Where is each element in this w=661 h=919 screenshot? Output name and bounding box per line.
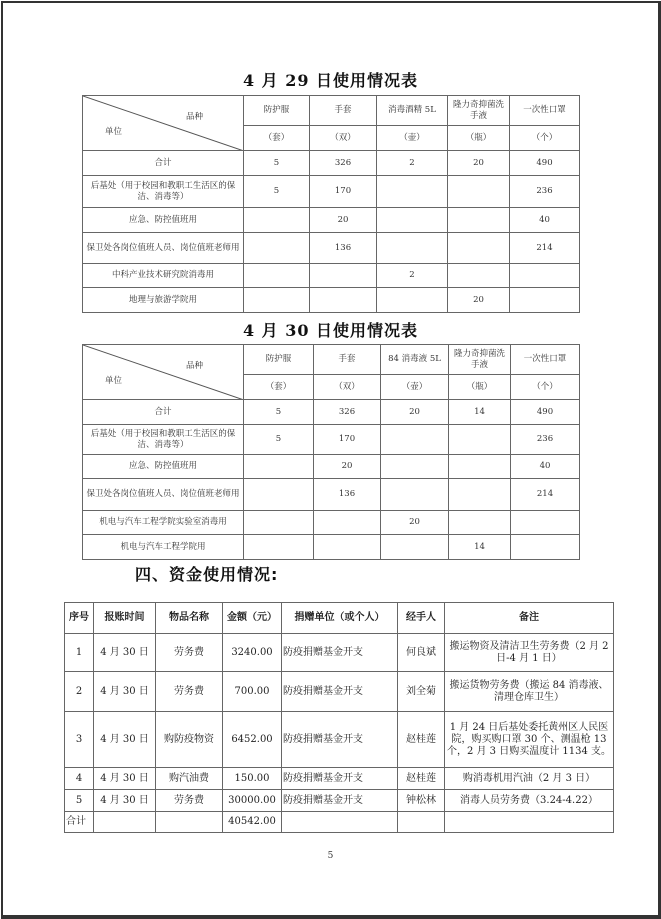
date-cell: 4 月 30 日 bbox=[94, 672, 156, 712]
column-header: 备注 bbox=[445, 603, 614, 634]
cell bbox=[381, 479, 449, 511]
row-number: 1 bbox=[65, 634, 94, 672]
table-row bbox=[83, 176, 580, 208]
table-row bbox=[83, 455, 580, 479]
column-header: 防护服 bbox=[244, 96, 310, 126]
date-cell: 4 月 30 日 bbox=[94, 634, 156, 672]
amount-cell: 700.00 bbox=[223, 672, 282, 712]
column-header: 一次性口罩 bbox=[510, 96, 580, 126]
cell: 214 bbox=[511, 479, 580, 511]
cell bbox=[448, 208, 510, 233]
empty-cell bbox=[398, 812, 445, 833]
corner-header bbox=[83, 345, 244, 400]
table-row bbox=[83, 425, 580, 455]
unit-cell: （壶） bbox=[377, 126, 448, 151]
cell: 5 bbox=[244, 425, 314, 455]
row-number: 3 bbox=[65, 712, 94, 768]
cell bbox=[511, 511, 580, 535]
unit-cell: （套） bbox=[244, 375, 314, 400]
page-number: 5 bbox=[327, 851, 334, 861]
cell bbox=[449, 511, 511, 535]
column-header: 手套 bbox=[314, 345, 381, 375]
unit-cell: （双） bbox=[310, 126, 377, 151]
cell bbox=[510, 264, 580, 288]
empty-cell bbox=[445, 812, 614, 833]
handler-cell: 赵桂莲 bbox=[398, 712, 445, 768]
cell: 2 bbox=[377, 151, 448, 176]
date-cell: 4 月 30 日 bbox=[94, 768, 156, 790]
empty-cell bbox=[282, 812, 398, 833]
row-label: 地理与旅游学院用 bbox=[83, 288, 244, 313]
column-header: 金额（元） bbox=[223, 603, 282, 634]
column-header: 物品名称 bbox=[156, 603, 223, 634]
cell: 20 bbox=[310, 208, 377, 233]
amount-cell: 3240.00 bbox=[223, 634, 282, 672]
column-header: 84 消毒液 5L bbox=[381, 345, 449, 375]
cell bbox=[244, 479, 314, 511]
row-label: 中科产业技术研究院消毒用 bbox=[83, 264, 244, 288]
fund-usage-table bbox=[64, 602, 614, 833]
table-row bbox=[65, 672, 614, 712]
column-header: 隆力奇抑菌洗手液 bbox=[448, 96, 510, 126]
column-header: 报账时间 bbox=[94, 603, 156, 634]
usage-table-apr29 bbox=[82, 95, 580, 313]
handler-cell: 钟松林 bbox=[398, 790, 445, 812]
column-header: 经手人 bbox=[398, 603, 445, 634]
cell: 326 bbox=[310, 151, 377, 176]
table-row bbox=[83, 233, 580, 264]
date-cell: 4 月 30 日 bbox=[94, 790, 156, 812]
cell: 490 bbox=[510, 151, 580, 176]
cell: 14 bbox=[449, 400, 511, 425]
usage-table-apr30 bbox=[82, 344, 580, 560]
cell bbox=[381, 425, 449, 455]
cell bbox=[448, 233, 510, 264]
cell: 170 bbox=[314, 425, 381, 455]
table-row bbox=[83, 511, 580, 535]
cell bbox=[448, 264, 510, 288]
row-label: 保卫处各岗位值班人员、岗位值班老师用 bbox=[83, 479, 244, 511]
cell: 20 bbox=[381, 400, 449, 425]
amount-cell: 30000.00 bbox=[223, 790, 282, 812]
note-cell: 消毒人员劳务费（3.24-4.22） bbox=[445, 790, 614, 812]
table-row bbox=[65, 634, 614, 672]
cell: 326 bbox=[314, 400, 381, 425]
handler-cell: 刘全菊 bbox=[398, 672, 445, 712]
row-label: 后基处（用于校园和教职工生活区的保洁、消毒等） bbox=[83, 176, 244, 208]
cell bbox=[377, 288, 448, 313]
note-cell: 购消毒机用汽油（2 月 3 日） bbox=[445, 768, 614, 790]
total-row bbox=[65, 812, 614, 833]
row-number: 5 bbox=[65, 790, 94, 812]
cell bbox=[448, 176, 510, 208]
cell bbox=[449, 479, 511, 511]
unit-cell: （个） bbox=[510, 126, 580, 151]
row-number: 4 bbox=[65, 768, 94, 790]
empty-cell bbox=[156, 812, 223, 833]
cell bbox=[377, 233, 448, 264]
date-cell: 4 月 30 日 bbox=[94, 712, 156, 768]
cell: 5 bbox=[244, 176, 310, 208]
cell: 40 bbox=[511, 455, 580, 479]
cell: 40 bbox=[510, 208, 580, 233]
corner-header-item: 品种 bbox=[185, 112, 203, 122]
column-header: 消毒酒精 5L bbox=[377, 96, 448, 126]
cell: 136 bbox=[314, 479, 381, 511]
cell bbox=[244, 535, 314, 560]
total-amount: 40542.00 bbox=[223, 812, 282, 833]
cell: 14 bbox=[449, 535, 511, 560]
cell bbox=[449, 455, 511, 479]
column-header: 隆力奇抑菌洗手液 bbox=[449, 345, 511, 375]
amount-cell: 6452.00 bbox=[223, 712, 282, 768]
row-label: 机电与汽车工程学院实验室消毒用 bbox=[83, 511, 244, 535]
corner-header-unit: 单位 bbox=[105, 127, 123, 137]
amount-cell: 150.00 bbox=[223, 768, 282, 790]
cell bbox=[314, 535, 381, 560]
table-row bbox=[65, 790, 614, 812]
row-label: 后基处（用于校园和教职工生活区的保洁、消毒等） bbox=[83, 425, 244, 455]
note-cell: 搬运货物劳务费（搬运 84 消毒液、清理仓库卫生） bbox=[445, 672, 614, 712]
cell: 490 bbox=[511, 400, 580, 425]
column-header: 序号 bbox=[65, 603, 94, 634]
cell: 236 bbox=[511, 425, 580, 455]
item-cell: 劳务费 bbox=[156, 790, 223, 812]
unit-cell: （壶） bbox=[381, 375, 449, 400]
row-label: 合计 bbox=[83, 151, 244, 176]
table-row bbox=[83, 208, 580, 233]
total-label: 合计 bbox=[65, 812, 94, 833]
cell: 170 bbox=[310, 176, 377, 208]
note-cell: 搬运物资及清洁卫生劳务费（2 月 2 日-4 月 1 日） bbox=[445, 634, 614, 672]
table1-title: 4 月 29 日使用情况表 bbox=[242, 71, 419, 90]
column-header: 一次性口罩 bbox=[511, 345, 580, 375]
item-cell: 劳务费 bbox=[156, 634, 223, 672]
table-row bbox=[83, 264, 580, 288]
unit-cell: （个） bbox=[511, 375, 580, 400]
donor-cell: 防疫捐赠基金开支 bbox=[282, 634, 398, 672]
cell bbox=[381, 455, 449, 479]
cell: 2 bbox=[377, 264, 448, 288]
cell: 20 bbox=[448, 151, 510, 176]
cell bbox=[310, 288, 377, 313]
section-title-funds: 四、资金使用情况: bbox=[135, 565, 279, 584]
donor-cell: 防疫捐赠基金开支 bbox=[282, 712, 398, 768]
row-label: 保卫处各岗位值班人员、岗位值班老师用 bbox=[83, 233, 244, 264]
item-cell: 购汽油费 bbox=[156, 768, 223, 790]
item-cell: 劳务费 bbox=[156, 672, 223, 712]
table-row bbox=[65, 712, 614, 768]
row-label: 应急、防控值班用 bbox=[83, 208, 244, 233]
cell bbox=[511, 535, 580, 560]
table-row bbox=[83, 400, 580, 425]
cell: 236 bbox=[510, 176, 580, 208]
column-header: 手套 bbox=[310, 96, 377, 126]
column-header: 捐赠单位（或个人） bbox=[282, 603, 398, 634]
corner-header-unit: 单位 bbox=[105, 376, 123, 386]
row-label: 机电与汽车工程学院用 bbox=[83, 535, 244, 560]
cell bbox=[244, 264, 310, 288]
note-cell: 1 月 24 日后基处委托黄州区人民医院，购买购口罩 30 个、测温枪 13 个，2 月 3 日购买温度计 1134 支。 bbox=[445, 712, 614, 768]
unit-cell: （套） bbox=[244, 126, 310, 151]
cell: 20 bbox=[448, 288, 510, 313]
unit-cell: （瓶） bbox=[448, 126, 510, 151]
empty-cell bbox=[94, 812, 156, 833]
row-label: 应急、防控值班用 bbox=[83, 455, 244, 479]
cell: 214 bbox=[510, 233, 580, 264]
cell bbox=[310, 264, 377, 288]
item-cell: 购防疫物资 bbox=[156, 712, 223, 768]
cell bbox=[377, 208, 448, 233]
table-row bbox=[65, 768, 614, 790]
donor-cell: 防疫捐赠基金开支 bbox=[282, 790, 398, 812]
cell bbox=[244, 288, 310, 313]
cell bbox=[510, 288, 580, 313]
unit-cell: （瓶） bbox=[449, 375, 511, 400]
table-row bbox=[83, 288, 580, 313]
cell bbox=[377, 176, 448, 208]
cell: 5 bbox=[244, 400, 314, 425]
cell bbox=[244, 455, 314, 479]
row-number: 2 bbox=[65, 672, 94, 712]
cell: 136 bbox=[310, 233, 377, 264]
handler-cell: 何良斌 bbox=[398, 634, 445, 672]
row-label: 合计 bbox=[83, 400, 244, 425]
table-row bbox=[83, 479, 580, 511]
cell: 5 bbox=[244, 151, 310, 176]
table-row bbox=[83, 151, 580, 176]
cell bbox=[381, 535, 449, 560]
table-row bbox=[83, 535, 580, 560]
corner-header-item: 品种 bbox=[185, 361, 203, 371]
donor-cell: 防疫捐赠基金开支 bbox=[282, 768, 398, 790]
cell bbox=[449, 425, 511, 455]
cell bbox=[314, 511, 381, 535]
cell bbox=[244, 208, 310, 233]
column-header: 防护服 bbox=[244, 345, 314, 375]
cell bbox=[244, 511, 314, 535]
cell: 20 bbox=[314, 455, 381, 479]
corner-header bbox=[83, 96, 244, 151]
unit-cell: （双） bbox=[314, 375, 381, 400]
donor-cell: 防疫捐赠基金开支 bbox=[282, 672, 398, 712]
cell: 20 bbox=[381, 511, 449, 535]
cell bbox=[244, 233, 310, 264]
handler-cell: 赵桂莲 bbox=[398, 768, 445, 790]
table2-title: 4 月 30 日使用情况表 bbox=[242, 321, 419, 340]
